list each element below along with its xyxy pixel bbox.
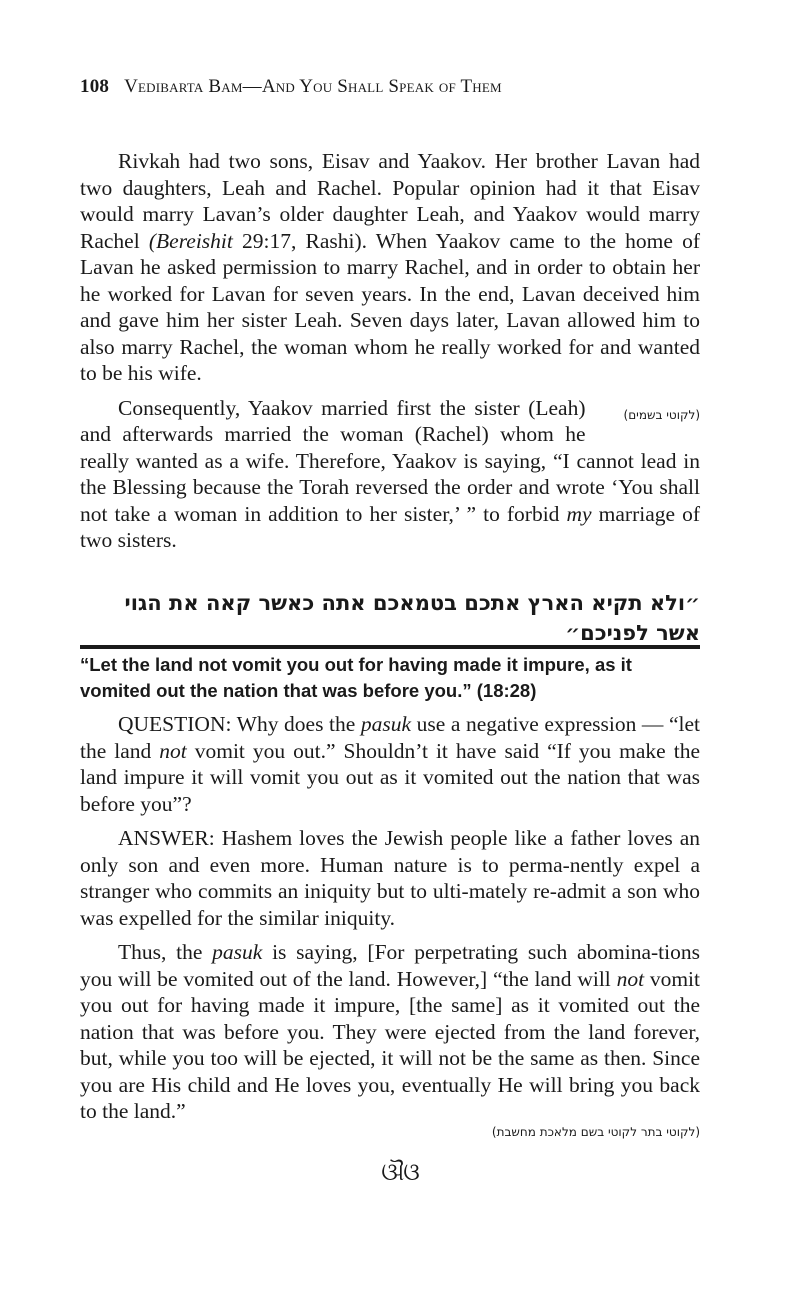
italic-not-2: not: [616, 966, 645, 991]
paragraph-rivkah: [80, 148, 700, 387]
paragraph-thus: [80, 939, 700, 1125]
question-text-e: vomit you out.” Shouldn’t it have said “If you make the land impure it will vomit you out as it vomited out the nation that was before you”?: [80, 738, 700, 816]
italic-pasuk: pasuk: [360, 712, 412, 736]
section-end-ornament: ଔଓ: [381, 1160, 419, 1186]
italic-not: not: [159, 738, 187, 763]
paragraph-rivkah-rest: 29:17, Rashi). When Yaakov came to the home of Lavan he asked permission to marry Rachel, and in order to obtain her he worked for Lavan for seven years. In the end, Lavan deceived him and gave him her sister Leah. Seven days later, Lavan allowed him to also marry Rachel, the woman whom he really worked for and wanted to be his wife.: [80, 228, 701, 385]
book-title: Vedibarta Bam—And You Shall Speak of Them: [124, 76, 502, 97]
paragraph-consequently-text: Consequently, Yaakov married first the sister (Leah) and afterwards married the woman (Rachel) whom he really wanted as a wife. Therefore, Yaakov is saying, “I cannot lead in the Blessing because the Torah reversed the order and wrote ‘You shall not take a woman in addition to her sister,’ ” to forbid: [80, 395, 700, 526]
paragraph-rivkah-text: Rivkah had two sons, Eisav and Yaakov. Her brother Lavan had two daughters, Leah and Rachel. Popular opinion had it that Eisav would marry Lavan’s older daughter Leah, and Yaakov would marry Rachel: [80, 149, 700, 253]
thus-text-c: is saying, [For perpetrating such abomina-tions you will be vomited out of the land. However,] “the land will: [80, 940, 700, 991]
thus-text-a: Thus, the: [118, 940, 213, 964]
page-number: 108: [80, 76, 110, 97]
question-text-c: use a negative expression — “let the land: [80, 712, 701, 763]
section-question-answer: [80, 711, 700, 1139]
paragraph-question: [80, 711, 700, 817]
paragraph-answer: ANSWER: Hashem loves the Jewish people like a father loves an only son and even more. Human nature is to perma-nently expel a stranger who commits an iniquity but to ulti-mately re-admit a son who was expelled for the similar iniquity.: [80, 826, 700, 930]
heading-divider: [80, 645, 700, 649]
source-citation-2: (לקוטי בתר לקוטי בשם מלאכת מחשבת): [491, 1124, 700, 1139]
english-verse-heading: “Let the land not vomit you out for having made it impure, as it vomited out the nation that was before you.” (18:28): [80, 654, 632, 701]
hebrew-verse-heading: ״ולא תקיא הארץ אתכם בטמאכם אתה כאשר קאה את הגוי אשר לפניכם״: [124, 591, 700, 645]
paragraph-consequently-rest: marriage of two sisters.: [80, 501, 701, 552]
italic-ref: (Bereishit: [148, 228, 233, 253]
source-citation: (לקוטי בשמים): [623, 407, 700, 422]
section-rivkah: [80, 148, 700, 562]
paragraph-consequently: [80, 395, 700, 554]
running-head: [80, 76, 502, 98]
italic-my: my: [566, 501, 592, 526]
italic-pasuk-2: pasuk: [212, 940, 263, 964]
question-text-a: QUESTION: Why does the: [118, 712, 361, 736]
thus-text-e: vomit you out for having made it impure, [the same] as it vomited out the nation that was before you. They were ejected from the land forever, but, while you too will be ejected, it will not be the same as then. Since you are His child and He loves you, eventually He will bring you back to the land.”: [80, 966, 700, 1123]
